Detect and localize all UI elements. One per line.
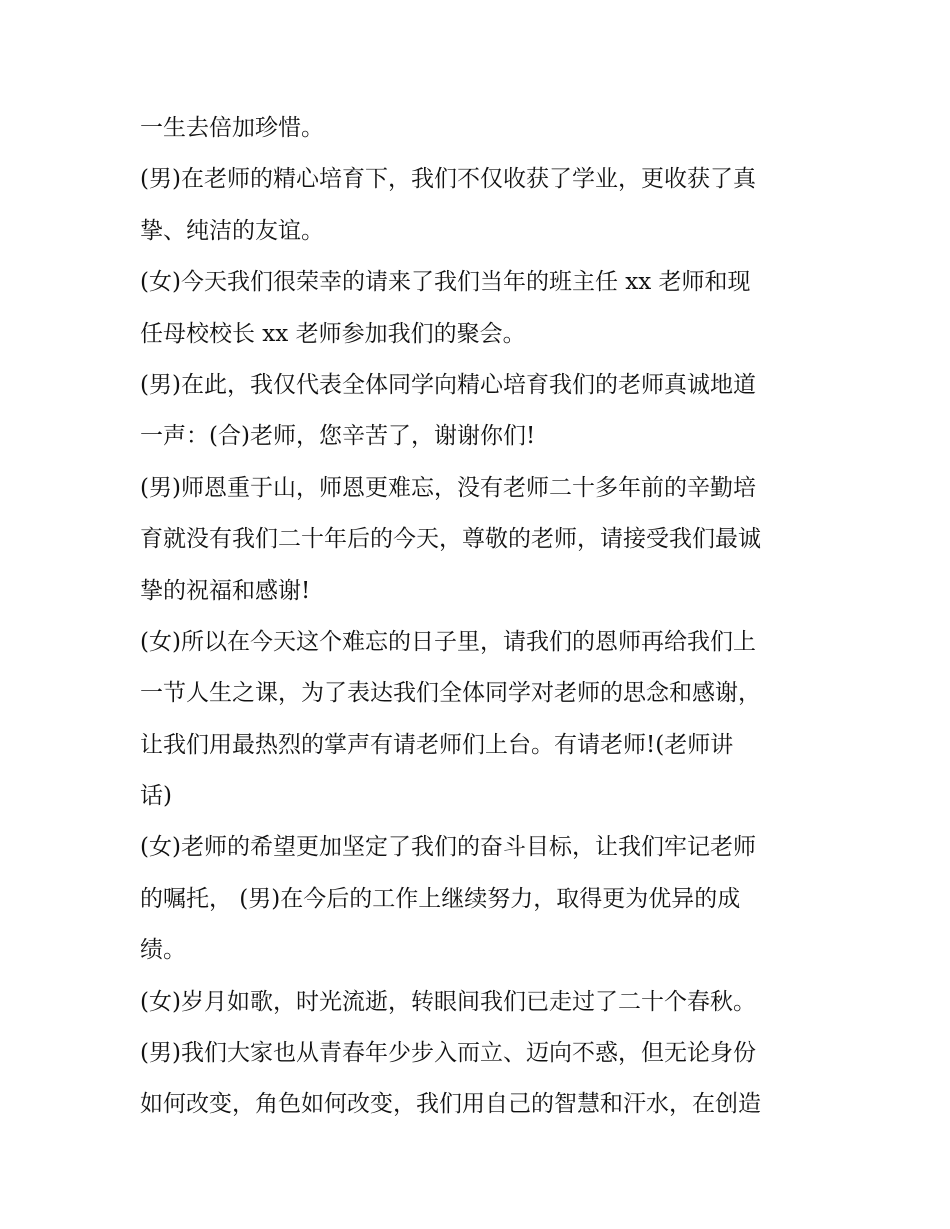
text-line: (男)师恩重于山，师恩更难忘，没有老师二十多年前的辛勤培 bbox=[140, 474, 756, 501]
text-line: 让我们用最热烈的掌声有请老师们上台。有请老师!(老师讲 bbox=[140, 731, 734, 758]
text-line: (女)所以在今天这个难忘的日子里，请我们的恩师再给我们上 bbox=[140, 628, 756, 655]
text-line: (男)在老师的精心培育下，我们不仅收获了学业，更收获了真 bbox=[140, 166, 756, 193]
document-text-body bbox=[140, 103, 830, 1131]
text-line: 挚、纯洁的友谊。 bbox=[140, 217, 324, 244]
text-line: 绩。 bbox=[140, 937, 186, 964]
text-line: 一节人生之课，为了表达我们全体同学对老师的思念和感谢， bbox=[140, 680, 761, 707]
text-line: 的嘱托， (男)在今后的工作上继续努力，取得更为优异的成 bbox=[140, 885, 741, 912]
text-line: 任母校校长 xx 老师参加我们的聚会。 bbox=[140, 320, 526, 347]
text-line: (女)今天我们很荣幸的请来了我们当年的班主任 xx 老师和现 bbox=[140, 269, 751, 296]
text-line: (女)老师的希望更加坚定了我们的奋斗目标，让我们牢记老师 bbox=[140, 834, 756, 861]
text-line: (男)我们大家也从青春年少步入而立、迈向不惑，但无论身份 bbox=[140, 1040, 756, 1067]
text-line: 挚的祝福和感谢! bbox=[140, 577, 311, 604]
text-line: 一生去倍加珍惜。 bbox=[140, 115, 324, 141]
text-line: 育就没有我们二十年后的今天，尊敬的老师，请接受我们最诚 bbox=[140, 526, 761, 553]
text-line: 一声：(合)老师，您辛苦了，谢谢你们! bbox=[140, 423, 536, 450]
text-line: 话) bbox=[140, 783, 172, 810]
text-line: (男)在此，我仅代表全体同学向精心培育我们的老师真诚地道 bbox=[140, 371, 756, 398]
text-line: (女)岁月如歌，时光流逝，转眼间我们已走过了二十个春秋。 bbox=[140, 988, 756, 1015]
text-line: 如何改变，角色如何改变，我们用自己的智慧和汗水，在创造 bbox=[140, 1091, 761, 1118]
